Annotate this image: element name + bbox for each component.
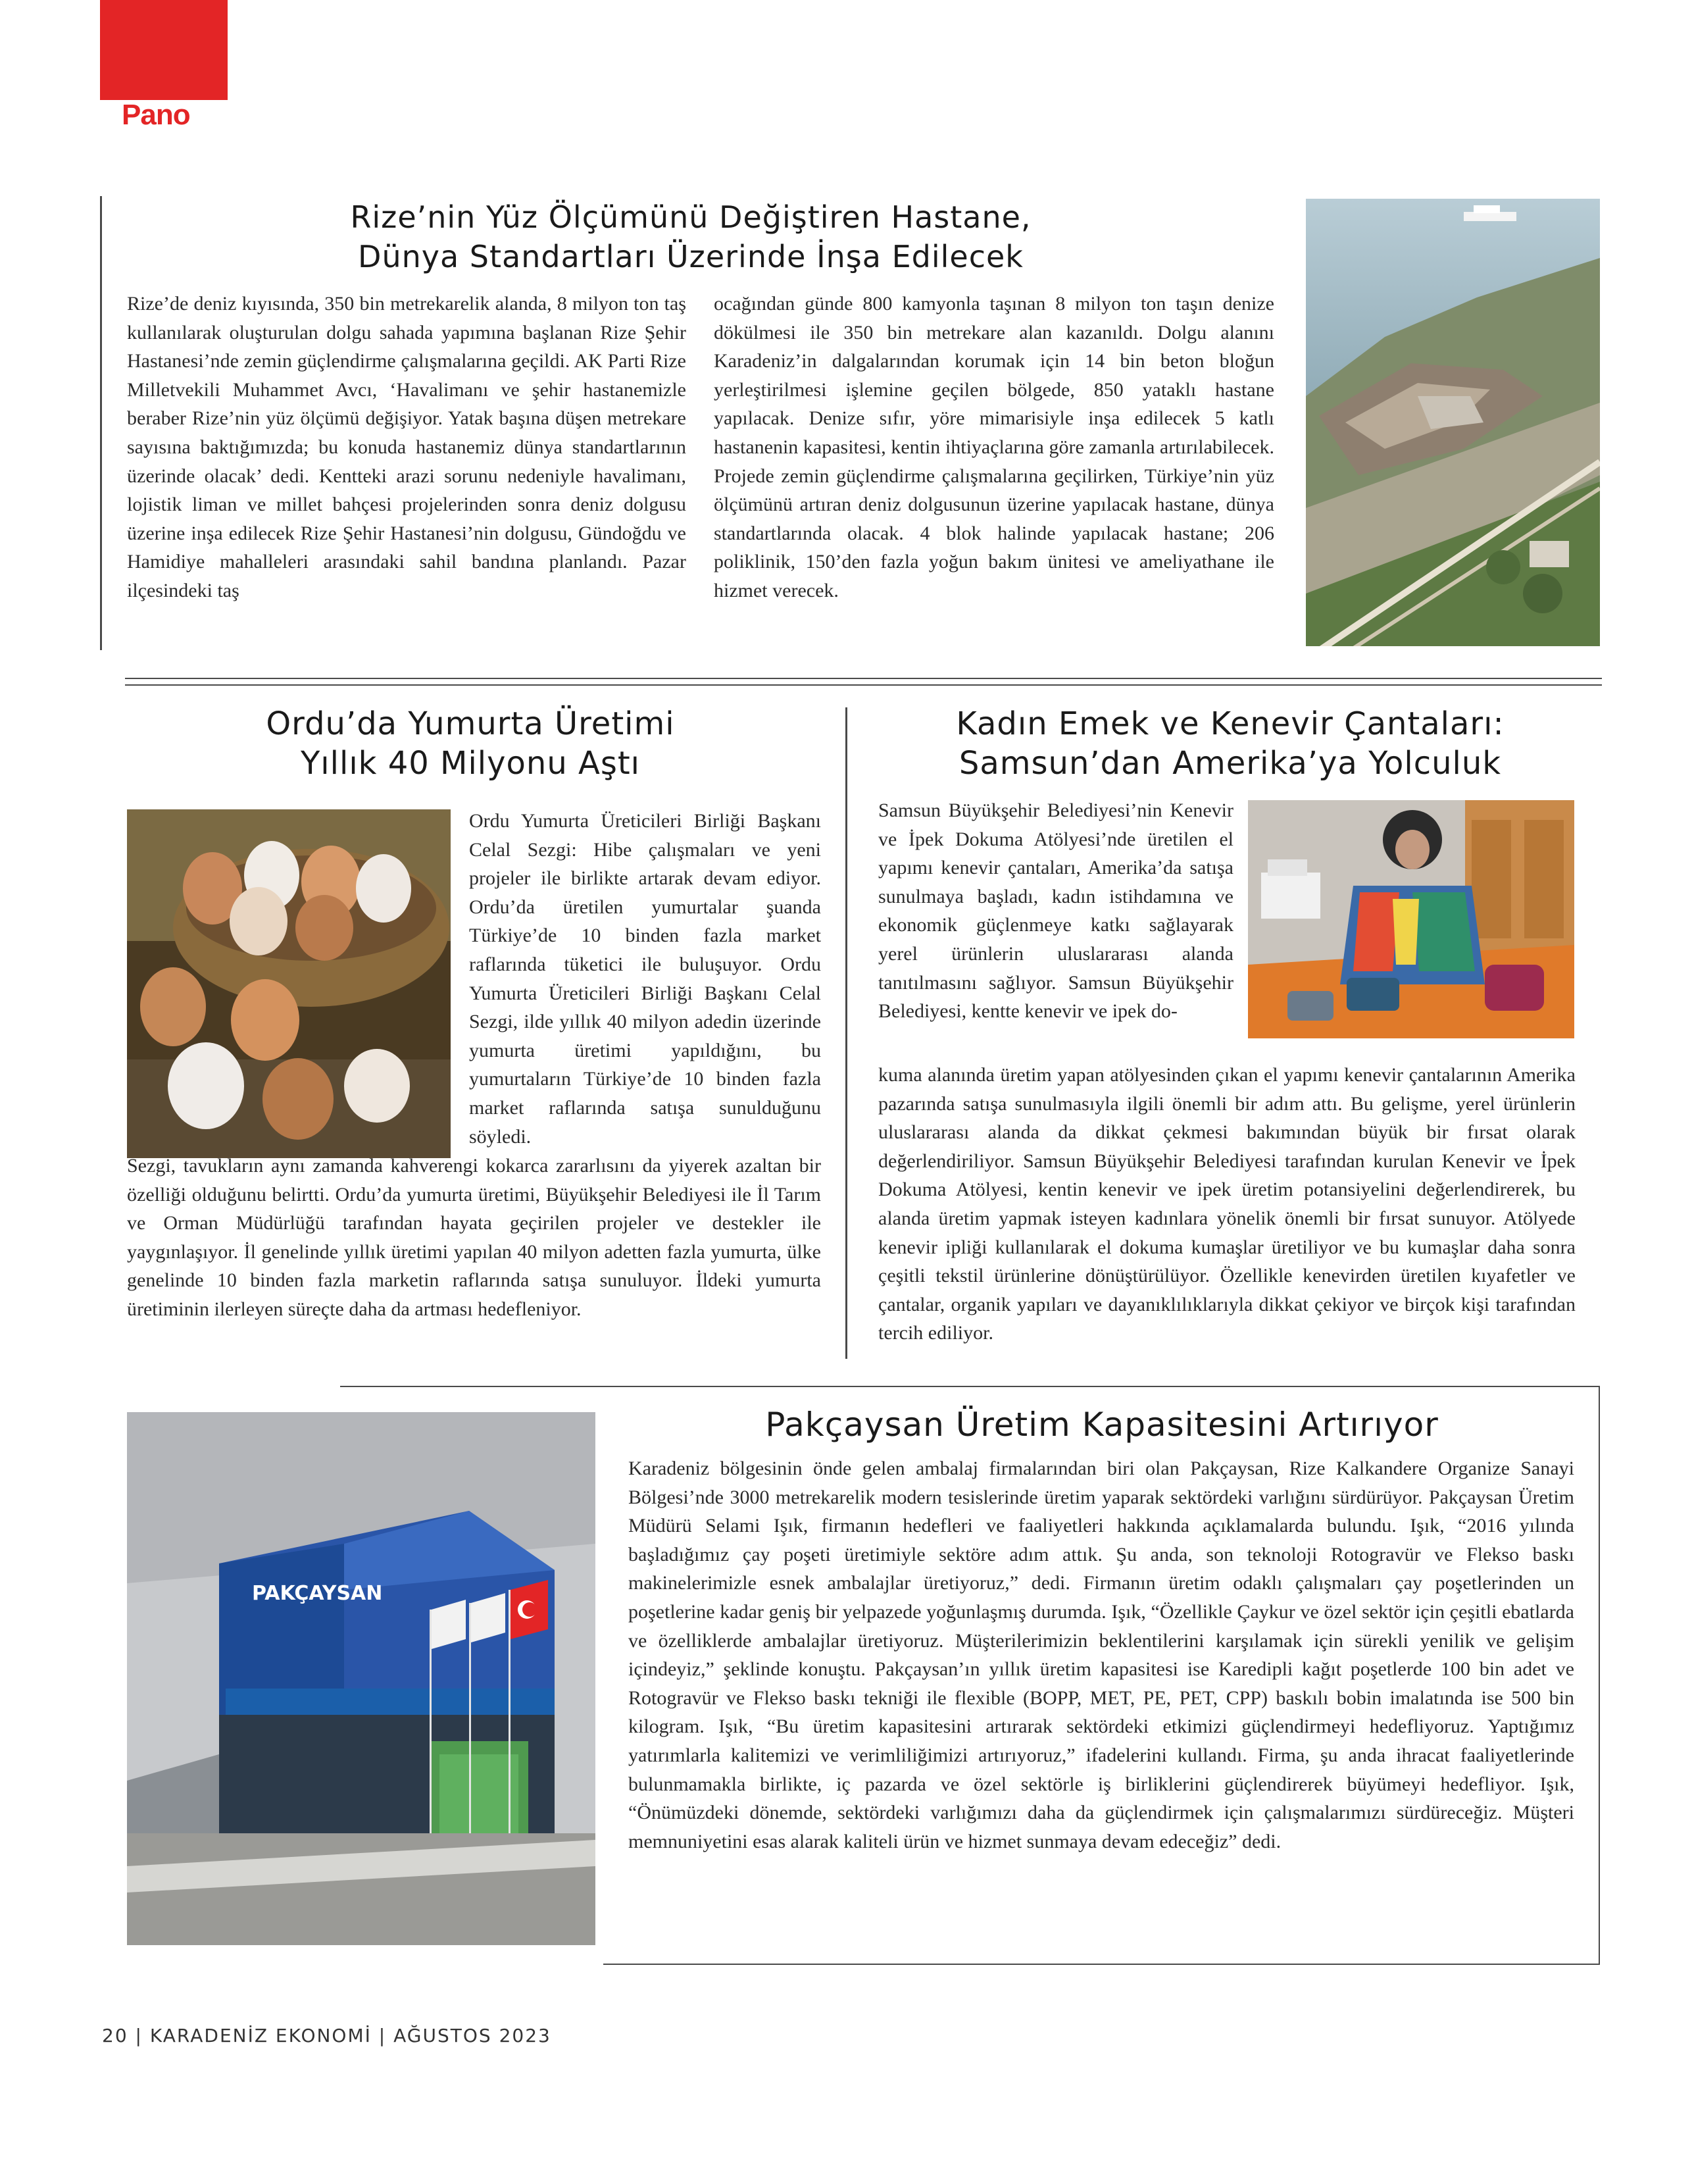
- eggs-basket-illustration: [127, 809, 451, 1158]
- pakcaysan-text: Karadeniz bölgesinin önde gelen ambalaj firmalarından biri olan Pakçaysan, Rize Kalkandere Organize Sanayi Bölgesi’nde 3000 metrekarelik modern tesislerinde üretim yaparak sektördeki varlığını sürdürüyor. Pakçaysan Üretim Müdürü Selami Işık, firmanın hedefleri ve faaliyetleri hakkında açıklamalarda bulundu. Işık, “2016 yılında başladığımız çay poşeti üretimiyle sektöre adım attık. Şu anda, son teknoloji Rotogravür ve Flekso baskı makinelerimizle esnek ambalajlar üretiyoruz,” dedi. Firmanın üretim odaklı çalışmaları çay poşetlerinden un poşetlerine kadar geniş bir yelpazede yoğunlaşmış durumda. Işık, “Özellikle Çaykur ve özel sektör için çeşitli ebatlarda ve özelliklerde ambalajlar üretiyoruz. Müşterilerimizin beklentilerini karşılamak için sürekli yenilik ve gelişim içindeyiz,” şeklinde konuştu. Pakçaysan’ın yıllık üretim kapasitesi ise Karedipli kağıt poşetlerde 100 bin adet ve Rotogravür ve Flekso baskı tekniği ile flexible (BOPP, MET, PE, PET, CPP) baskılı bobin imalatında ise 500 bin kilogram. Işık, “Bu üretim kapasitesini artırarak sektördeki etkimizi güçlendirmeyi hedefliyoruz. Yaptığımız yatırımlarla kalitemizi ve verimliliğimizi artırıyoruz,” ifadelerini kullandı. Firma, şu anda ihracat faaliyetlerinde bulunmamakla birlikte, iç pazarda ve özel sektörle iş birliklerini güçlendirerek büyümeyi hedefliyor. Işık, “Önümüzdeki dönemde, sektördeki varlığımızı daha da güçlendirmek için çalışmalarımızı sürdüreceğiz. Müşteri memnuniyetini esas alarak kaliteli ürün ve hizmet sunmaya devam edeceğiz” dedi.: [628, 1458, 1574, 1852]
- section-color-block: [100, 0, 228, 100]
- pakcaysan-frame-right: [1599, 1386, 1600, 1965]
- eggs-basket-image: [127, 809, 451, 1158]
- rize-title: [197, 197, 1184, 276]
- pakcaysan-title: Pakçaysan Üretim Kapasitesini Artırıyor: [765, 1406, 1439, 1444]
- pakcaysan-frame-top: [340, 1386, 1600, 1387]
- page-number: 20: [102, 2025, 128, 2046]
- rize-title-line1: Rize’nin Yüz Ölçümünü Değiştiren Hastane,: [350, 199, 1032, 235]
- weaving-workshop-illustration: [1248, 800, 1574, 1038]
- page-footer: [102, 2025, 551, 2046]
- section-label: Pano: [122, 99, 190, 131]
- rize-bottom-rule-1: [125, 678, 1602, 679]
- samsun-title-line2: Samsun’dan Amerika’ya Yolculuk: [959, 745, 1502, 782]
- footer-separator-2: |: [378, 2025, 394, 2046]
- pakcaysan-frame-bottom: [603, 1964, 1600, 1965]
- rize-title-line2: Dünya Standartları Üzerinde İnşa Edilecek: [358, 239, 1024, 274]
- ordu-text-full: Sezgi, tavukların aynı zamanda kahverengi kokarca zararlısını da yiyerek azaltan bir özelliği olduğunu belirtti. Ordu’da yumurta üretimi, Büyükşehir Belediyesi ile İl Tarım ve Orman Müdürlüğü tarafından hayata geçirilen projeler ve destekler ile yaygınlaşıyor. İl genelinde yıllık üretimi yapılan 40 milyon adetten fazla yumurta, ülke genelinde 10 binden fazla marketin raflarında satışa sunuluyor. İldeki yumurta üretiminin ilerleyen süreçte daha da artması hedefleniyor.: [127, 1155, 821, 1320]
- rize-text-col1: Rize’de deniz kıyısında, 350 bin metrekarelik alanda, 8 milyon ton taş kullanılarak oluşturulan dolgu sahada yapımına başlanan Rize Şehir Hastanesi’nde zemin güçlendirme çalışmalarına geçildi. AK Parti Rize Milletvekili Muhammet Avcı, ‘Havalimanı ve şehir hastanemizle beraber Rize’nin yüz ölçümü değişiyor. Yatak başına düşen metrekare sayısına baktığımızda; bu konuda hastanemiz dünya standartlarının üzerinde olacak’ dedi. Kentteki arazi sorunu nedeniyle havalimanı, lojistik liman ve millet bahçesi projelerinden sonra deniz dolgusu üzerine inşa edilecek Rize Şehir Hastanesi’nin dolgusu, Gündoğdu ve Hamidiye mahalleleri arasındaki sahil bandına planlandı. Pazar ilçesindeki taş: [127, 293, 686, 601]
- factory-building-illustration: [127, 1412, 595, 1945]
- ordu-title-line1: Ordu’da Yumurta Üretimi: [266, 705, 675, 742]
- hospital-rendering-image: [1306, 199, 1600, 646]
- issue-date: AĞUSTOS 2023: [393, 2025, 551, 2046]
- ordu-text-side: Ordu Yumurta Üreticileri Birliği Başkanı Celal Sezgi: Hibe çalışmaları ve yeni projeler ile birlikte artarak devam ediyor. Ordu’da üretilen yumurtalar şuanda Türkiye’de 10 binden fazla market raflarında tüketici ile buluşuyor. Ordu Yumurta Üreticileri Birliği Başkanı Celal Sezgi, ilde yıllık 40 milyon adedin üzerinde yumurta üretimi yapıldığını, bu yumurtaların Türkiye’de 10 binden fazla market raflarında satışa sunulduğunu söyledi.: [469, 810, 821, 1148]
- hospital-rendering-illustration: [1306, 199, 1600, 646]
- factory-building-image: [127, 1412, 595, 1945]
- samsun-text-side: Samsun Büyükşehir Belediyesi’nin Kenevir ve İpek Dokuma Atölyesi’nde üretilen el yapımı kenevir çantaları, Amerika’da satışa sunulmaya başladı, kadın istihdamına ve ekonomik güçlenmeye katkı sağlayarak yerel ürünlerin uluslararası alanda tanıtılmasını sağlıyor. Samsun Büyükşehir Belediyesi, kentte kenevir ve ipek do-: [878, 800, 1233, 1023]
- footer-separator-1: |: [135, 2025, 150, 2046]
- factory-sign-text: PAKÇAYSAN: [252, 1582, 383, 1605]
- magazine-name: KARADENİZ EKONOMİ: [149, 2025, 372, 2046]
- samsun-title: [875, 704, 1585, 783]
- rize-text-col2: ocağından günde 800 kamyonla taşınan 8 milyon ton taşın denize dökülmesi ile 350 bin metrekare alan kazanıldı. Dolgu alanını Karadeniz’in dalgalarından korumak için 14 bin beton bloğun yerleştirilmesi işlemine geçilen bölgede, 850 yataklı hastane yapılacak. Denize sıfır, yöre mimarisiyle inşa edilecek 5 katlı hastanenin kapasitesi, kentin ihtiyaçlarına göre zamanla artırılabilecek. Projede zemin güçlendirme çalışmalarına geçilirken, Türkiye’nin yüz ölçümünü artıran deniz dolgusunun üzerine yapılacak hastane, dünya standartlarında olacak. 4 blok halinde yapılacak hastane; 206 poliklinik, 150’den fazla yoğun bakım ünitesi ve ameliyathane ile hizmet verecek.: [714, 293, 1274, 601]
- samsun-title-line1: Kadın Emek ve Kenevir Çantaları:: [956, 705, 1505, 742]
- rize-left-rule: [100, 196, 102, 650]
- column-divider: [845, 707, 847, 1359]
- ordu-title-line2: Yıllık 40 Milyonu Aştı: [300, 745, 640, 782]
- samsun-text-full: kuma alanında üretim yapan atölyesinden çıkan el yapımı kenevir çantalarının Amerika pazarında satışa sunulmasıyla ilgili önemli bir adım attı. Bu gelişme, yerel ürünlerin uluslararası alanda da dikkat çekmesi bakımından büyük bir fırsat olarak değerlendiriliyor. Samsun Büyükşehir Belediyesi tarafından kurulan Kenevir ve İpek Dokuma Atölyesi, kentin kenevir ve ipek üretim potansiyelini değerlendirerek, bu alanda üretim yapmak isteyen kadınlara yönelik önemli bir fırsat sunuyor. Atölyede kenevir ipliği kullanılarak el dokuma kumaşlar üretiliyor ve bu kumaşlar daha sonra çeşitli tekstil ürünlerine dönüştürülüyor. Özellikle kenevirden üretilen kıyafetler ve çantalar, organik yapıları ve dayanıklılıklarıyla dikkat çekiyor ve birçok kişi tarafından tercih ediliyor.: [878, 1064, 1576, 1344]
- ordu-title: [125, 704, 816, 783]
- rize-bottom-rule-2: [125, 684, 1602, 686]
- weaving-workshop-image: [1248, 800, 1574, 1038]
